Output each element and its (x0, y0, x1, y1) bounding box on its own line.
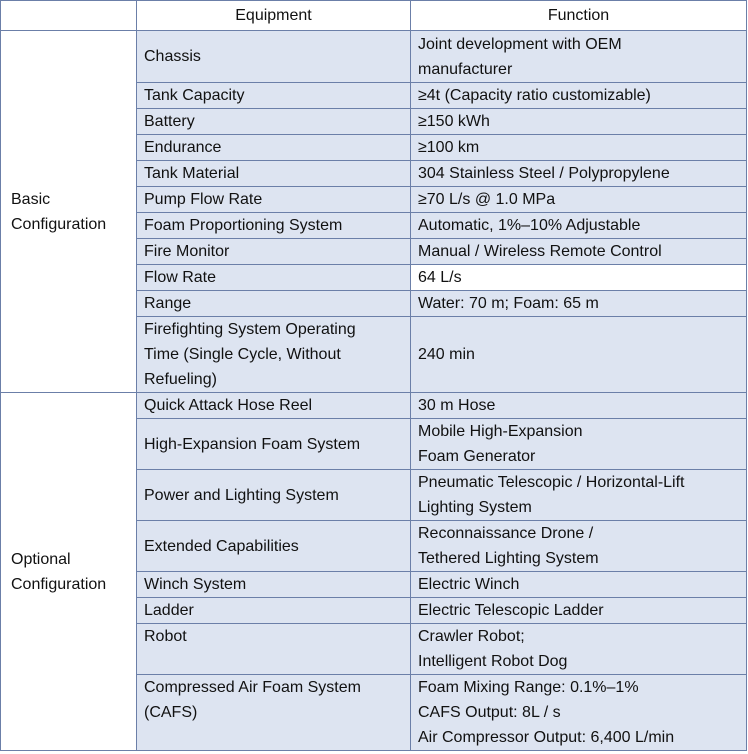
function-text: Electric Winch (418, 576, 520, 593)
header-equipment: Equipment (137, 1, 411, 31)
equipment-text: Time (Single Cycle, Without (144, 346, 341, 363)
function-cell (411, 393, 747, 419)
function-text: ≥150 kWh (418, 113, 490, 130)
equipment-cell (137, 265, 411, 291)
function-text: 240 min (418, 346, 475, 363)
function-text: 64 L/s (418, 269, 462, 286)
function-cell (411, 291, 747, 317)
equipment-text: Tank Capacity (144, 87, 245, 104)
function-text: Crawler Robot; (418, 628, 525, 645)
equipment-cell (137, 291, 411, 317)
function-cell (411, 187, 747, 213)
function-cell (411, 521, 747, 572)
equipment-text: Tank Material (144, 165, 240, 182)
function-text: Foam Mixing Range: 0.1%–1% (418, 679, 639, 696)
equipment-text: Power and Lighting System (144, 486, 339, 504)
function-text: Mobile High-Expansion (418, 423, 583, 440)
function-cell (411, 265, 747, 291)
equipment-text: Robot (144, 628, 187, 645)
function-text: Reconnaissance Drone / (418, 525, 594, 542)
equipment-text: Fire Monitor (144, 243, 230, 260)
header-group-cell (1, 1, 137, 31)
equipment-text: Pump Flow Rate (144, 191, 263, 208)
equipment-cell (137, 419, 411, 470)
function-cell (411, 83, 747, 109)
function-text: Lighting System (418, 499, 532, 516)
equipment-cell (137, 187, 411, 213)
equipment-text: Foam Proportioning System (144, 217, 343, 234)
function-cell (411, 213, 747, 239)
function-cell (411, 470, 747, 521)
function-cell (411, 419, 747, 470)
equipment-text: Firefighting System Operating (144, 321, 356, 338)
table-row (1, 393, 747, 419)
equipment-text: Ladder (144, 602, 194, 619)
equipment-text: Winch System (144, 576, 247, 593)
function-text: 30 m Hose (418, 397, 496, 414)
equipment-text: Flow Rate (144, 269, 217, 286)
function-text: ≥4t (Capacity ratio customizable) (418, 87, 651, 104)
function-text: ≥100 km (418, 139, 480, 156)
function-text: CAFS Output: 8L / s (418, 704, 561, 721)
function-cell (411, 317, 747, 393)
function-cell (411, 675, 747, 751)
function-text: Electric Telescopic Ladder (418, 602, 604, 619)
equipment-cell (137, 161, 411, 187)
function-text: Automatic, 1%–10% Adjustable (418, 217, 641, 234)
equipment-cell (137, 135, 411, 161)
group-label-cell (1, 393, 137, 751)
equipment-text: Battery (144, 113, 195, 130)
equipment-cell (137, 83, 411, 109)
equipment-text: Range (144, 295, 192, 312)
equipment-cell (137, 598, 411, 624)
equipment-cell (137, 624, 411, 675)
equipment-cell (137, 675, 411, 751)
equipment-text: Chassis (144, 48, 201, 65)
group-label-cell (1, 31, 137, 393)
equipment-text: (CAFS) (144, 704, 198, 721)
equipment-cell (137, 31, 411, 83)
equipment-text: Compressed Air Foam System (144, 679, 361, 696)
equipment-cell (137, 317, 411, 393)
group-label-line: Configuration (11, 575, 107, 593)
function-text: Manual / Wireless Remote Control (418, 243, 662, 260)
equipment-cell (137, 393, 411, 419)
function-text: Water: 70 m; Foam: 65 m (418, 295, 599, 312)
table-row (1, 31, 747, 83)
group-label-line: Basic (11, 190, 51, 208)
table-body (1, 31, 747, 751)
function-cell (411, 239, 747, 265)
function-text: Intelligent Robot Dog (418, 653, 568, 670)
function-text: manufacturer (418, 60, 513, 78)
function-cell (411, 109, 747, 135)
function-cell (411, 624, 747, 675)
equipment-cell (137, 521, 411, 572)
equipment-cell (137, 239, 411, 265)
function-cell (411, 572, 747, 598)
function-cell (411, 598, 747, 624)
group-label-line: Configuration (11, 215, 107, 233)
equipment-cell (137, 109, 411, 135)
equipment-text: Refueling) (144, 371, 217, 388)
function-text: Tethered Lighting System (418, 550, 599, 567)
function-text: ≥70 L/s @ 1.0 MPa (418, 191, 556, 208)
equipment-cell (137, 213, 411, 239)
function-cell (411, 135, 747, 161)
function-cell (411, 31, 747, 83)
equipment-text: Quick Attack Hose Reel (144, 397, 313, 414)
group-label-line: Optional (11, 550, 71, 568)
header-row (1, 1, 747, 31)
function-text: Joint development with OEM (418, 35, 622, 53)
function-text: Pneumatic Telescopic / Horizontal-Lift (418, 474, 685, 491)
function-text: Air Compressor Output: 6,400 L/min (418, 729, 675, 746)
equipment-text: High-Expansion Foam System (144, 435, 361, 453)
header-function: Function (411, 1, 747, 31)
function-cell (411, 161, 747, 187)
function-text: Foam Generator (418, 448, 536, 465)
equipment-cell (137, 572, 411, 598)
equipment-text: Endurance (144, 139, 222, 156)
equipment-text: Extended Capabilities (144, 537, 299, 555)
function-text: 304 Stainless Steel / Polypropylene (418, 165, 670, 182)
equipment-cell (137, 470, 411, 521)
